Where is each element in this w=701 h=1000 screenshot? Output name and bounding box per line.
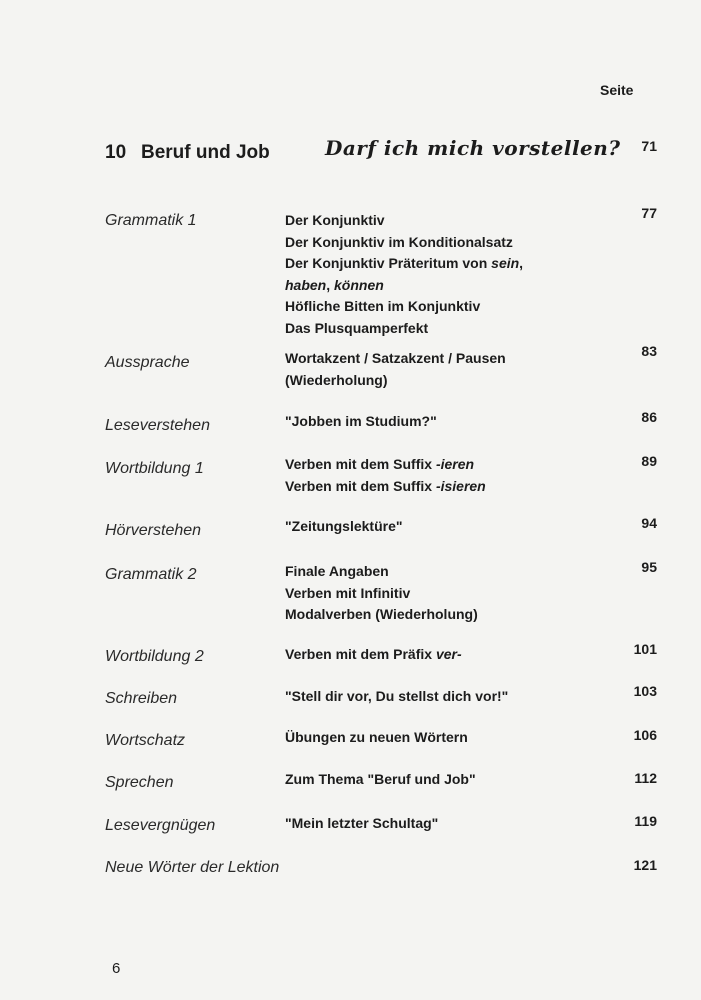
toc-section-label: Wortbildung 2 [105,648,204,665]
topic-text: Übungen zu neuen Wörtern [285,729,468,745]
toc-page-number: 83 [641,343,657,359]
toc-page-number: 119 [634,813,657,829]
toc-section-label: Aussprache [105,354,190,371]
toc-topic-line [285,234,513,250]
toc-page-number: 95 [641,559,657,575]
topic-text: Das Plusquamperfekt [285,319,429,336]
toc-topic-line [285,815,438,831]
topic-text: Verben mit dem Suffix [285,477,436,494]
topic-text: , [326,276,335,293]
topic-text: Höfliche Bitten im Konjunktiv [285,298,481,314]
toc-section-label: Grammatik 1 [105,212,197,229]
toc-topic-line [285,606,478,622]
topic-text: Wortakzent / Satzakzent / Pausen [285,350,506,366]
chapter-title: Beruf und Job [141,142,270,163]
toc-section-label: Wortbildung 1 [105,460,204,477]
toc-topic-line [285,255,523,271]
toc-topic-line [285,372,388,388]
topic-text: Der Konjunktiv [285,212,385,228]
toc-topic-line [285,277,384,293]
topic-text: (Wiederholung) [285,371,388,388]
topic-text: , [519,255,524,271]
toc-topic-line [285,729,468,745]
toc-page-number: 106 [633,727,657,743]
topic-text: Finale Angaben [285,563,389,579]
toc-page-number: 101 [633,641,657,657]
topic-text: Verben mit dem Präfix [285,646,436,662]
toc-page-number: 103 [633,683,657,699]
toc-page-number: 86 [641,409,657,425]
toc-section-label: Wortschatz [105,732,186,749]
toc-page-number: 112 [634,770,657,786]
chapter-page: 71 [641,138,657,154]
page-column-header: Seite [600,82,634,98]
toc-topic-line [285,212,385,228]
topic-text: Verben mit dem Suffix [285,456,436,472]
toc-section-label: Lesevergnügen [105,817,216,834]
chapter-subtitle: Darf ich mich vorstellen? [325,136,621,160]
toc-topic-line [285,320,428,336]
topic-emphasis: sein [491,255,520,271]
topic-text: Modalverben (Wiederholung) [285,606,478,622]
page-number: 6 [112,960,121,977]
topic-text: Der Konjunktiv Präteritum von [285,255,492,271]
toc-topic-line [285,585,410,601]
toc-section-label: Leseverstehen [105,417,210,434]
topic-text: "Jobben im Studium?" [285,413,437,429]
toc-section-label: Neue Wörter der Lektion [105,859,280,876]
toc-section-label: Grammatik 2 [105,566,197,583]
toc-topic-line [285,771,476,787]
toc-topic-line [285,478,486,494]
topic-text: "Zeitungslektüre" [285,518,403,534]
toc-page-number: 77 [641,205,657,221]
toc-page-number: 121 [633,857,657,873]
topic-text: "Mein letzter Schultag" [285,815,439,831]
topic-emphasis: können [334,276,384,293]
toc-topic-line [285,298,480,314]
toc-topic-line [285,563,389,579]
toc-section-label: Hörverstehen [105,522,202,539]
topic-emphasis: -ieren [435,456,475,472]
topic-text: Verben mit Infinitiv [285,584,411,601]
toc-topic-line [285,646,462,662]
toc-section-label: Schreiben [105,690,178,707]
toc-topic-line [285,688,508,704]
toc-section-label: Sprechen [105,774,174,791]
toc-topic-line [285,350,506,366]
toc-topic-line [285,518,403,534]
toc-page-number: 94 [641,515,657,531]
topic-emphasis: haben [285,276,327,293]
topic-text: Zum Thema "Beruf und Job" [285,771,476,787]
topic-text: Der Konjunktiv im Konditionalsatz [285,233,513,250]
toc-page-number: 89 [641,453,657,469]
chapter-number: 10 [105,142,127,163]
topic-text: "Stell dir vor, Du stellst dich vor!" [285,688,509,704]
toc-topic-line [285,456,474,472]
topic-emphasis: -isieren [435,477,486,494]
topic-emphasis: ver- [435,646,462,662]
toc-topic-line [285,413,437,429]
